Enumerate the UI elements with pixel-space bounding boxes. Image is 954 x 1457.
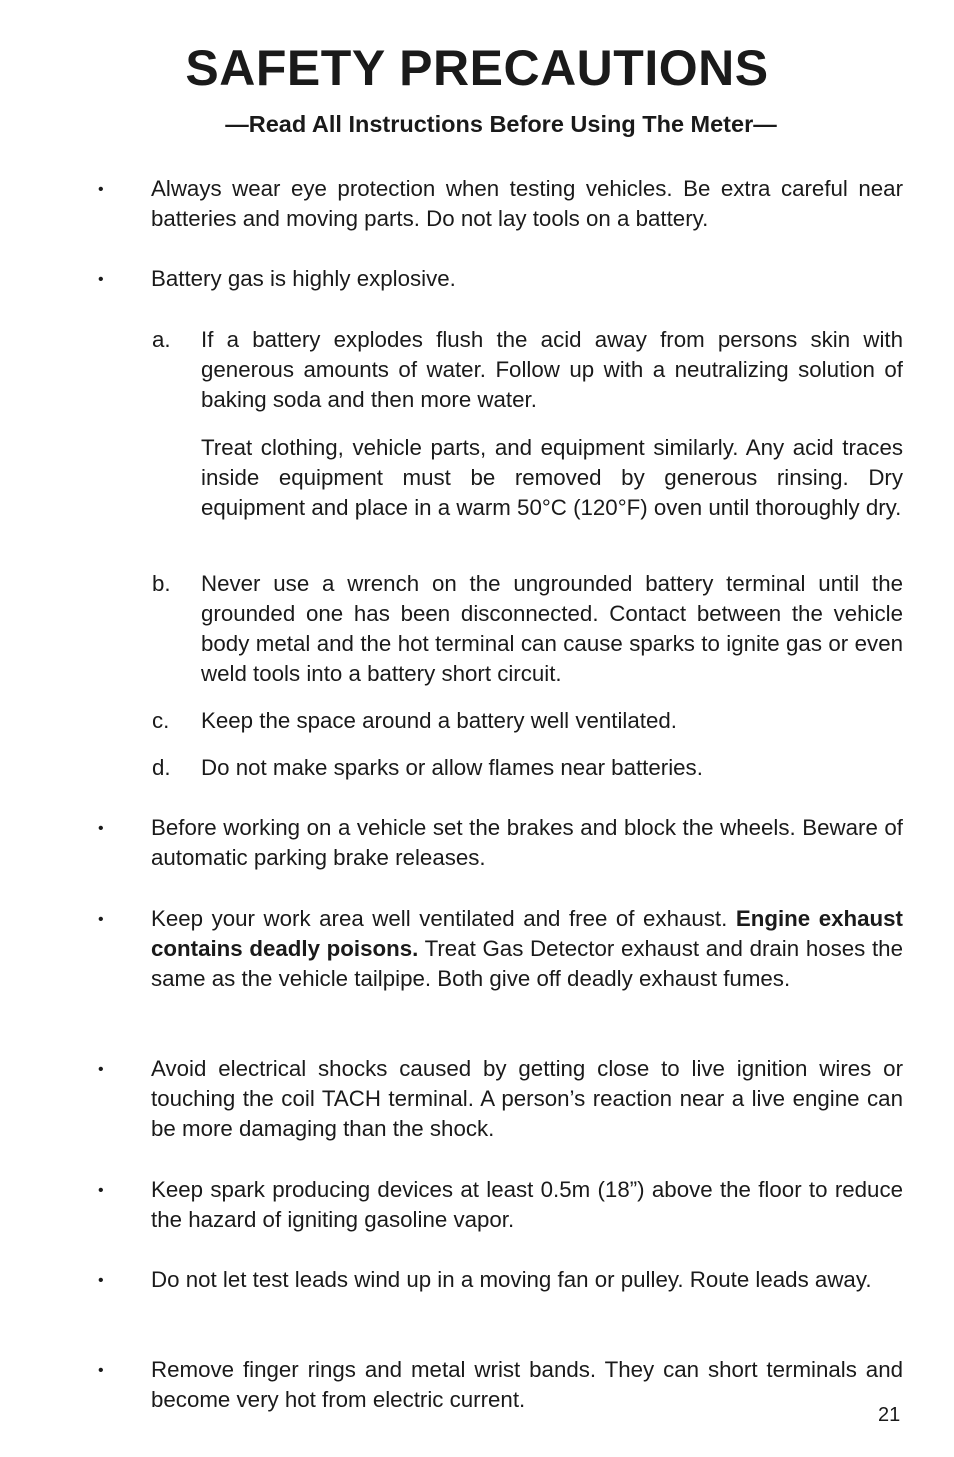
bullet-icon: • bbox=[98, 271, 104, 288]
sub-item-b-text: Never use a wrench on the ungrounded battery terminal until the grounded one has been disconnected. Contact between the vehicle body metal and the hot terminal can cause sparks to ignite gas or even weld tools into a battery short circuit. bbox=[201, 571, 903, 686]
page-number: 21 bbox=[878, 1404, 901, 1426]
sub-item-c-marker: c. bbox=[152, 708, 170, 733]
sub-item-a-text-continued: Treat clothing, vehicle parts, and equipment similarly. Any acid traces inside equipment must be removed by generous rinsing. Dry equipment and place in a warm 50°C (120°F) oven until thoroughly dry. bbox=[201, 435, 903, 520]
sub-item-a-marker: a. bbox=[152, 327, 171, 352]
bullet-icon: • bbox=[98, 181, 104, 198]
rings-text: Remove finger rings and metal wrist bands. They can short terminals and become very hot from electric current. bbox=[151, 1357, 903, 1412]
sub-item-a-text: If a battery explodes flush the acid away from persons skin with generous amounts of water. Follow up with a neutralizing solution of baking soda and then more water. bbox=[201, 327, 903, 412]
bullet-icon: • bbox=[98, 1061, 104, 1078]
shocks-text: Avoid electrical shocks caused by getting close to live ignition wires or touching the coil TACH terminal. A person’s reaction near a live engine can be more damaging than the shock. bbox=[151, 1056, 903, 1141]
bullet-icon: • bbox=[98, 820, 104, 837]
sub-item-b-marker: b. bbox=[152, 571, 171, 596]
bullet-icon: • bbox=[98, 1182, 104, 1199]
exhaust-text-part2: Treat Gas Detector exhaust and drain hoses the same as the vehicle tailpipe. Both give off deadly exhaust fumes. bbox=[151, 936, 903, 991]
page-subtitle: —Read All Instructions Before Using The Meter— bbox=[225, 111, 777, 137]
bullet-icon: • bbox=[98, 1362, 104, 1379]
spark-devices-text: Keep spark producing devices at least 0.5m (18”) above the floor to reduce the hazard of igniting gasoline vapor. bbox=[151, 1177, 903, 1232]
sub-item-d-text: Do not make sparks or allow flames near batteries. bbox=[201, 755, 703, 780]
page-title: SAFETY PRECAUTIONS bbox=[185, 40, 769, 96]
exhaust-warning-bold: Engine exhaust contains deadly poisons. bbox=[151, 906, 903, 961]
bullet-icon: • bbox=[98, 911, 104, 928]
exhaust-text-part1: Keep your work area well ventilated and free of exhaust. bbox=[151, 906, 736, 931]
sub-item-c-text: Keep the space around a battery well ventilated. bbox=[201, 708, 677, 733]
exhaust-text bbox=[151, 904, 903, 994]
sub-item-d-marker: d. bbox=[152, 755, 171, 780]
bullet-icon: • bbox=[98, 1272, 104, 1289]
battery-gas-text: Battery gas is highly explosive. bbox=[151, 266, 456, 291]
brakes-text: Before working on a vehicle set the brakes and block the wheels. Beware of automatic parking brake releases. bbox=[151, 815, 903, 870]
test-leads-text: Do not let test leads wind up in a moving fan or pulley. Route leads away. bbox=[151, 1267, 872, 1292]
eye-protection-text: Always wear eye protection when testing vehicles. Be extra careful near batteries and moving parts. Do not lay tools on a battery. bbox=[151, 176, 903, 231]
